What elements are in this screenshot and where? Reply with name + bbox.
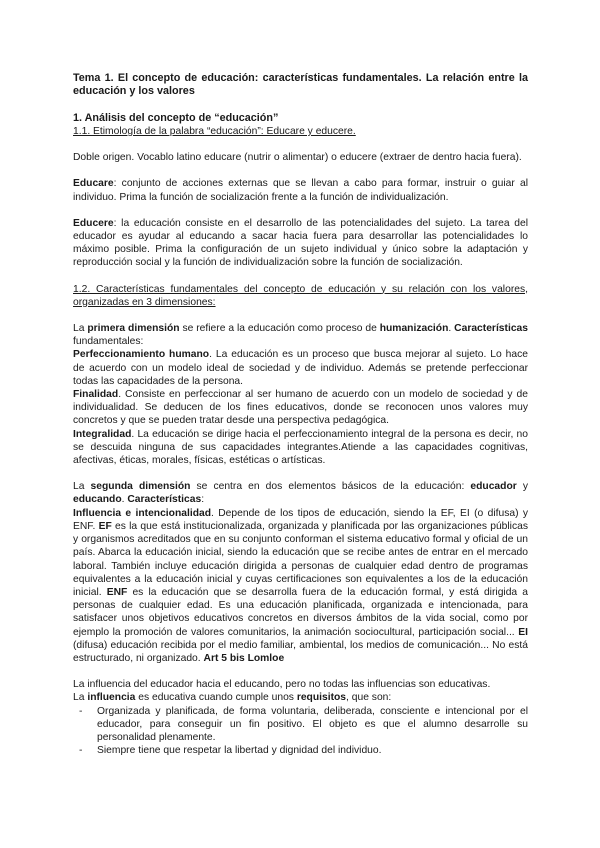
- paragraph-educere: Educere: la educación consiste en el desarrollo de las potencialidades del sujeto. La tarea del educador es ayudar al educando a sacar hacia fuera para desarrollar las potencialidades lo máximo posible. Prima la configuración de un sujeto individual y único sobre la adaptación y reproducción social y la función de individualización sobre la función de socialización.: [73, 217, 528, 269]
- paragraph-integralidad: Integralidad. La educación se dirige hacia el perfeccionamiento integral de la persona es decir, no se descuida ninguna de sus capacidades integrantes.Atiende a las capacidades cognitivas, afectivas, éticas, morales, físicas, estéticas o artísticas.: [73, 428, 528, 467]
- list-item: - Siempre tiene que respetar la libertad y dignidad del individuo.: [97, 744, 528, 757]
- paragraph-perfeccionamiento: Perfeccionamiento humano. La educación es un proceso que busca mejorar al sujeto. Lo hace de acuerdo con un modelo ideal de sociedad y de individuo. Además se pretende perfeccionar todas las capacidades de la persona.: [73, 349, 528, 387]
- subsection-heading: 1.1. Etimología de la palabra “educación”: Educare y educere.: [73, 126, 356, 138]
- document-body: [73, 72, 528, 757]
- paragraph-dimension-2: La segunda dimensión se centra en dos elementos básicos de la educación: educador y educando. Características:: [73, 481, 528, 506]
- subsection-heading-2: 1.2. Características fundamentales del concepto de educación y su relación con los valores, organizadas en 3 dimensiones:: [73, 283, 528, 308]
- document-title: Tema 1. El concepto de educación: características fundamentales. La relación entre la educación y los valores: [73, 72, 528, 98]
- paragraph-influence-2: La influencia es educativa cuando cumple unos requisitos, que son:: [73, 692, 392, 704]
- paragraph-finalidad: Finalidad. Consiste en perfeccionar al ser humano de acuerdo con un modelo de sociedad y de individualidad. Se deducen de los fines educativos, donde se reconocen unos valores muy concretos y que se pueden tratar desde una perspectiva pedagógica.: [73, 389, 528, 427]
- requirements-list: [73, 705, 528, 758]
- list-item: - Organizada y planificada, de forma voluntaria, deliberada, consciente e intencional por el educador, para conseguir un fin positivo. El objeto es que el alumno desarrolle su personalidad plenamente.: [97, 705, 528, 745]
- paragraph-influence-1: La influencia del educador hacia el educando, pero no todas las influencias son educativas.: [73, 679, 491, 691]
- paragraph-origin: Doble origen. Vocablo latino educare (nutrir o alimentar) o educere (extraer de dentro hacia fuera).: [73, 152, 522, 164]
- paragraph-dimension-1: La primera dimensión se refiere a la educación como proceso de humanización. Características fundamentales:: [73, 323, 528, 348]
- paragraph-influencia: Influencia e intencionalidad. Depende de los tipos de educación, siendo la EF, EI (o difusa) y ENF. EF es la que está institucionalizada, organizada y planificada por las organizaciones públicas y organismos acreditados que en su conjunto conforman el sistema educativo formal y oficial de un país. Abarca la educación inicial, siendo la educación que se recibe antes de entrar en el mercado laboral. También incluye educación dirigida a personas de cualquier edad dentro de programas equivalentes a la educación inicial y cuyas certificaciones son equivalentes a los de la educación inicial. ENF es la educación que se desarrolla fuera de la educación formal, y está dirigida a personas de cualquier edad. Es una educación planificada, organizada e intencionada, para satisfacer unos objetivos educativos concretos en diversos ámbitos de la vida social, como por ejemplo la promoción de valores comunitarios, la animación sociocultural, participación social... EI (difusa) educación recibida por el medio familiar, ambiental, los medios de comunicación... No está estructurado, ni organizado. Art 5 bis Lomloe: [73, 507, 528, 664]
- section-heading: 1. Análisis del concepto de “educación”: [73, 111, 279, 124]
- paragraph-educare: Educare: conjunto de acciones externas que se llevan a cabo para formar, instruir o guiar al individuo. Prima la función de socialización frente a la función de individualización.: [73, 178, 528, 203]
